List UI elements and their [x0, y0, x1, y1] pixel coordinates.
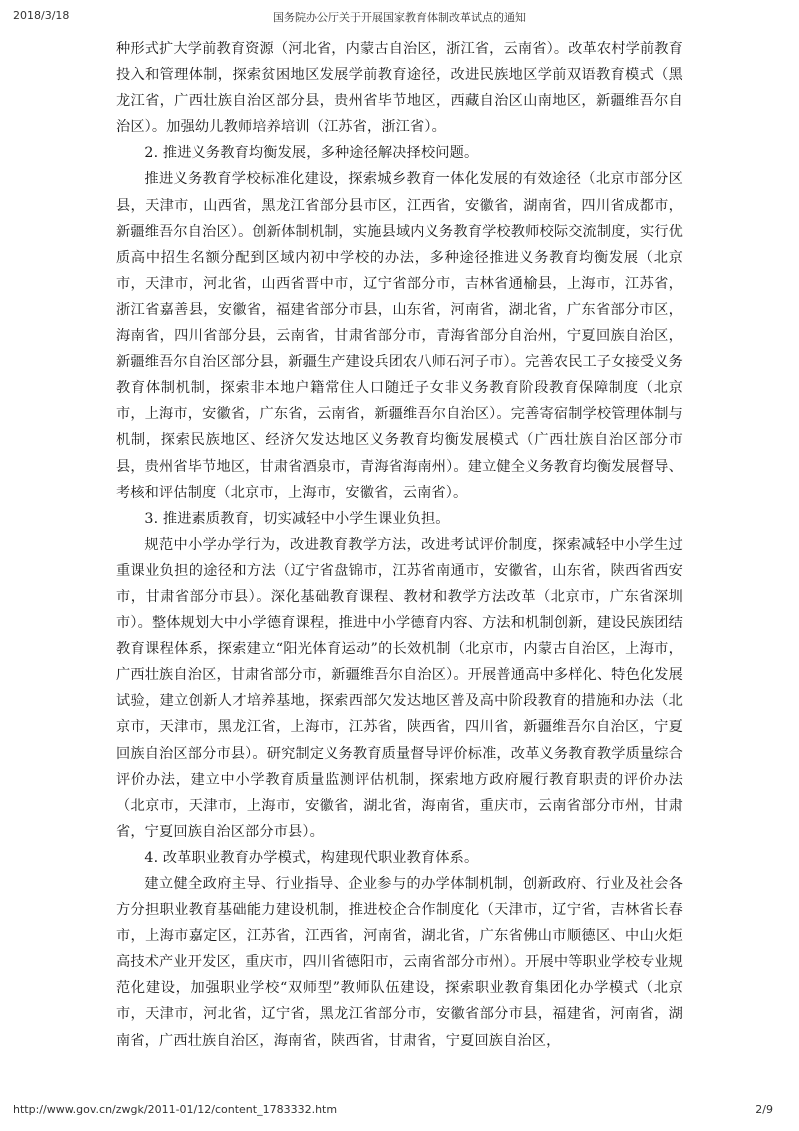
section-heading-compulsory-education: 2. 推进义务教育均衡发展，多种途径解决择校问题。: [144, 145, 479, 162]
paragraph-quality-education: 规范中小学办学行为，改进教育教学方法，改进考试评价制度，探索减轻中小学生过重课业负担的途径和方法（辽宁省盘锦市，江苏省南通市，安徽省，山东省，陕西省西安市，甘肃省部分市县）。深化基础教育课程、教材和教学方法改革（北京市，广东省深圳市）。整体规划大中小学德育课程，推进中小学德育内容、方法和机制创新，建设民族团结教育课程体系，探索建立“阳光体育运动”的长效机制（北京市，内蒙古自治区，上海市，广西壮族自治区，甘肃省部分市，新疆维吾尔自治区）。开展普通高中多样化、特色化发展试验，建立创新人才培养基地，探索西部欠发达地区普及高中阶段教育的措施和办法（北京市，天津市，黑龙江省，上海市，江苏省，陕西省，四川省，新疆维吾尔自治区，宁夏回族自治区部分市县）。研究制定义务教育质量督导评价标准，改革义务教育教学质量综合评价办法，建立中小学教育质量监测评估机制，探索地方政府履行教育职责的评价办法（北京市，天津市，上海市，安徽省，湖北省，海南省，重庆市，云南省部分市州，甘肃省，宁夏回族自治区部分市县）。: [116, 536, 683, 840]
source-url: http://www.gov.cn/zwgk/2011-01/12/content_1783332.htm: [13, 1103, 338, 1116]
print-header: [0, 6, 799, 26]
page-number: 2/9: [755, 1103, 773, 1116]
section-heading-vocational-education: 4. 改革职业教育办学模式，构建现代职业教育体系。: [144, 849, 479, 866]
section-heading-quality-education: 3. 推进素质教育，切实减轻中小学生课业负担。: [144, 510, 450, 527]
page-title: 国务院办公厅关于开展国家教育体制改革试点的通知: [273, 11, 526, 24]
document-body: [116, 36, 683, 1054]
paragraph-vocational-education: 建立健全政府主导、行业指导、企业参与的办学体制机制，创新政府、行业及社会各方分担职业教育基础能力建设机制，推进校企合作制度化（天津市，辽宁省，吉林省长春市，上海市嘉定区，江苏省，江西省，河南省，湖北省，广东省佛山市顺德区、中山火炬高技术产业开发区，重庆市，四川省德阳市，云南省部分市州）。开展中等职业学校专业规范化建设，加强职业学校“双师型”教师队伍建设，探索职业教育集团化办学模式（北京市，天津市，河北省，辽宁省，黑龙江省部分市，安徽省部分市县，福建省，河南省，湖南省，广西壮族自治区，海南省，陕西省，甘肃省，宁夏回族自治区，: [116, 876, 683, 1049]
paragraph-compulsory-education: 推进义务教育学校标准化建设，探索城乡教育一体化发展的有效途径（北京市部分区县，天津市，山西省，黑龙江省部分县市区，江西省，安徽省，湖南省，四川省成都市，新疆维吾尔自治区）。创新体制机制，实施县域内义务教育学校教师校际交流制度，实行优质高中招生名额分配到区域内初中学校的办法，多种途径推进义务教育均衡发展（北京市，天津市，河北省，山西省晋中市，辽宁省部分市，吉林省通榆县，上海市，江苏省，浙江省嘉善县，安徽省，福建省部分市县，山东省，河南省，湖北省，广东省部分市区，海南省，四川省部分县，云南省，甘肃省部分市，青海省部分自治州，宁夏回族自治区，新疆维吾尔自治区部分县，新疆生产建设兵团农八师石河子市）。完善农民工子女接受义务教育体制机制，探索非本地户籍常住人口随迁子女非义务教育阶段教育保障制度（北京市，上海市，安徽省，广东省，云南省，新疆维吾尔自治区）。完善寄宿制学校管理体制与机制，探索民族地区、经济欠发达地区义务教育均衡发展模式（广西壮族自治区部分市县，贵州省毕节地区，甘肃省酒泉市，青海省海南州）。建立健全义务教育均衡发展督导、考核和评估制度（北京市，上海市，安徽省，云南省）。: [116, 171, 683, 501]
print-date: 2018/3/18: [13, 9, 70, 22]
paragraph-preschool-continued: 种形式扩大学前教育资源（河北省，内蒙古自治区，浙江省，云南省）。改革农村学前教育投入和管理体制，探索贫困地区发展学前教育途径，改进民族地区学前双语教育模式（黑龙江省，广西壮族自治区部分县，贵州省毕节地区，西藏自治区山南地区，新疆维吾尔自治区）。加强幼儿教师培养培训（江苏省，浙江省）。: [116, 41, 683, 136]
print-footer: [0, 1103, 799, 1123]
